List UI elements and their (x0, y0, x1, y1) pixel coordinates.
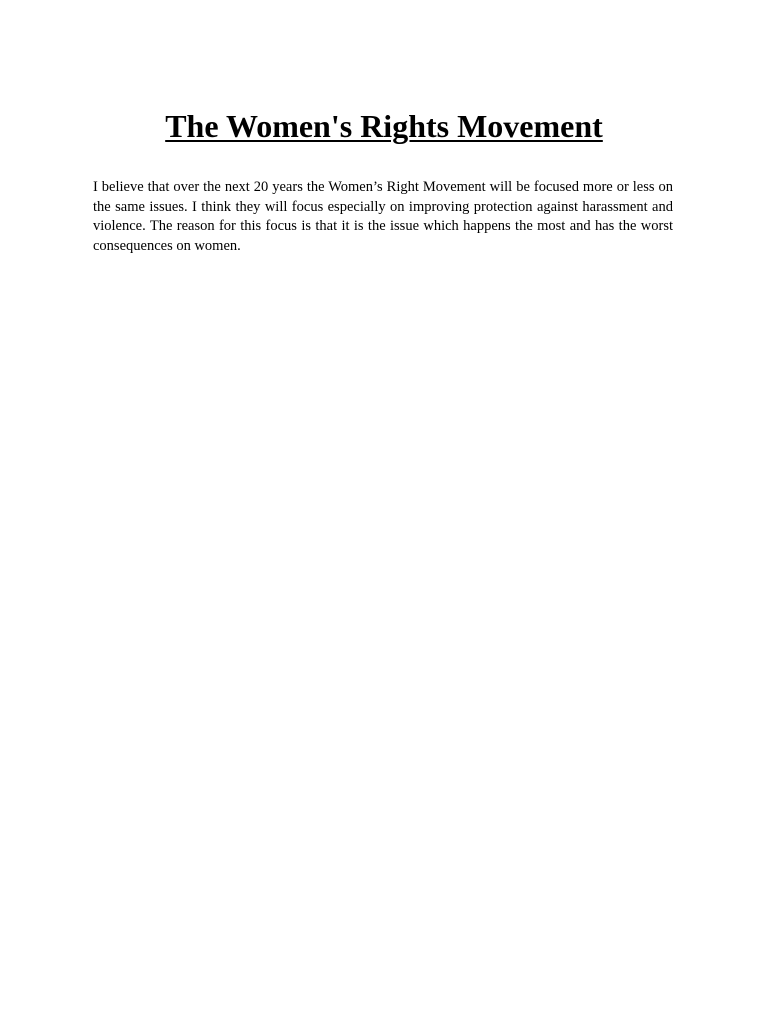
body-paragraph: I believe that over the next 20 years the Women’s Right Movement will be focused more or less on the same issues. I think they will focus especially on improving protection against harassment and violence. The reason for this focus is that it is the issue which happens the most and has the worst consequences on women. (93, 179, 673, 254)
page-title-text: The Women's Rights Movement (165, 108, 603, 144)
page-title (0, 104, 768, 148)
